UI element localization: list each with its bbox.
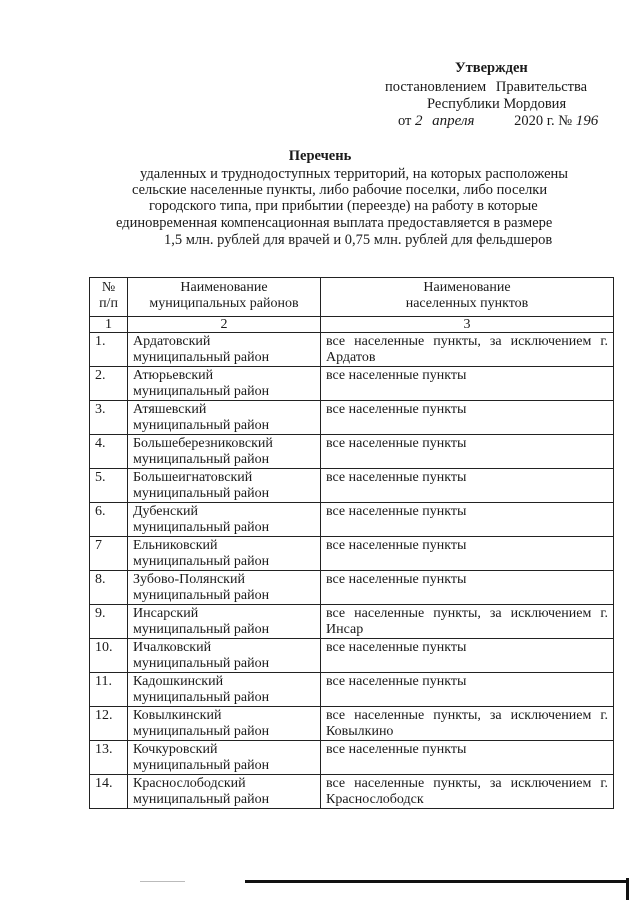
column-number: 2 (128, 317, 321, 333)
settlements-cell: все населенные пункты (321, 435, 614, 469)
district-cell (128, 741, 321, 775)
column-number-row (90, 317, 614, 333)
district-cell (128, 503, 321, 537)
header-number-line1: № (101, 280, 116, 295)
row-number: 9. (90, 605, 128, 639)
district-cell (128, 605, 321, 639)
settlements-cell: все населенные пункты (321, 741, 614, 775)
table-row (90, 571, 614, 605)
district-name: Ковылкинский (133, 708, 222, 723)
table-row (90, 673, 614, 707)
row-number: 1. (90, 333, 128, 367)
district-type: муниципальный район (133, 588, 270, 603)
settlements-cell: все населенные пункты (321, 503, 614, 537)
table-row (90, 469, 614, 503)
row-number: 12. (90, 707, 128, 741)
district-type: муниципальный район (133, 486, 270, 501)
footer-rule (245, 880, 629, 883)
row-number: 14. (90, 775, 128, 809)
district-name: Ардатовский (133, 334, 211, 349)
district-name: Инсарский (133, 606, 199, 621)
table-row (90, 741, 614, 775)
district-cell (128, 401, 321, 435)
district-name: Зубово-Полянский (133, 572, 245, 587)
table-row (90, 435, 614, 469)
document-title: Перечень (288, 148, 352, 164)
district-type: муниципальный район (133, 792, 270, 807)
settlements-cell: все населенные пункты, за исключением г. Ардатов (321, 333, 614, 367)
settlements-cell: все населенные пункты (321, 639, 614, 673)
date-prefix: от (398, 113, 412, 129)
header-district-line1: Наименование (180, 280, 268, 295)
settlements-cell: все населенные пункты (321, 367, 614, 401)
district-name: Кочкуровский (133, 742, 218, 757)
district-name: Атяшевский (133, 402, 207, 417)
settlements-cell: все населенные пункты, за исключением г. Краснослободск (321, 775, 614, 809)
date-month: апреля (432, 113, 475, 129)
approval-line-resolution: постановлением Правительства (385, 79, 588, 95)
settlements-cell: все населенные пункты (321, 401, 614, 435)
district-name: Атюрьевский (133, 368, 214, 383)
district-cell (128, 367, 321, 401)
row-number: 6. (90, 503, 128, 537)
document-number: 196 (575, 113, 599, 129)
district-cell (128, 775, 321, 809)
districts-table (89, 277, 614, 809)
district-name: Большеигнатовский (133, 470, 253, 485)
column-number: 3 (321, 317, 614, 333)
table-header-row (90, 278, 614, 317)
row-number: 5. (90, 469, 128, 503)
header-number (90, 278, 128, 317)
district-name: Ельниковский (133, 538, 218, 553)
subtitle-line: городского типа, при прибытии (переезде) на работу в которые (149, 198, 538, 214)
district-cell (128, 469, 321, 503)
column-number: 1 (90, 317, 128, 333)
district-type: муниципальный район (133, 758, 270, 773)
district-name: Ичалковский (133, 640, 212, 655)
settlements-cell: все населенные пункты, за исключением г. Ковылкино (321, 707, 614, 741)
row-number: 11. (90, 673, 128, 707)
table-row (90, 401, 614, 435)
table-row (90, 707, 614, 741)
table-row (90, 503, 614, 537)
district-type: муниципальный район (133, 690, 270, 705)
header-settlements (321, 278, 614, 317)
table-row (90, 333, 614, 367)
row-number: 4. (90, 435, 128, 469)
approval-line-date (398, 113, 598, 130)
table-row (90, 775, 614, 809)
header-settlements-line1: Наименование (423, 280, 511, 295)
subtitle-line: единовременная компенсационная выплата предоставляется в размере (116, 215, 553, 231)
district-name: Большеберезниковский (133, 436, 273, 451)
district-cell (128, 537, 321, 571)
subtitle-line: 1,5 млн. рублей для врачей и 0,75 млн. рублей для фельдшеров (164, 232, 553, 248)
district-type: муниципальный район (133, 384, 270, 399)
table-body (90, 333, 614, 809)
settlements-cell: все населенные пункты (321, 673, 614, 707)
settlements-cell: все населенные пункты (321, 537, 614, 571)
settlements-cell: все населенные пункты (321, 571, 614, 605)
district-cell (128, 707, 321, 741)
district-type: муниципальный район (133, 418, 270, 433)
subtitle-line: сельские населенные пункты, либо рабочие поселки, либо поселки (132, 182, 548, 198)
row-number: 2. (90, 367, 128, 401)
district-cell (128, 639, 321, 673)
district-type: муниципальный район (133, 656, 270, 671)
row-number: 8. (90, 571, 128, 605)
district-name: Дубенский (133, 504, 199, 519)
table-row (90, 605, 614, 639)
district-type: муниципальный район (133, 350, 270, 365)
settlements-cell: все населенные пункты (321, 469, 614, 503)
row-number: 7 (90, 537, 128, 571)
header-number-line2: п/п (99, 296, 118, 311)
district-name: Краснослободский (133, 776, 246, 791)
district-type: муниципальный район (133, 622, 270, 637)
district-type: муниципальный район (133, 520, 270, 535)
district-cell (128, 435, 321, 469)
header-district-line2: муниципальных районов (149, 296, 299, 311)
header-settlements-line2: населенных пунктов (405, 296, 529, 311)
district-name: Кадошкинский (133, 674, 224, 689)
date-year: 2020 г. № (514, 113, 573, 129)
subtitle-line: удаленных и труднодоступных территорий, на которых расположены (140, 166, 569, 182)
district-type: муниципальный район (133, 452, 270, 467)
row-number: 10. (90, 639, 128, 673)
approval-line-republic: Республики Мордовия (427, 96, 567, 112)
settlements-cell: все населенные пункты, за исключением г. Инсар (321, 605, 614, 639)
table-row (90, 639, 614, 673)
table-row (90, 367, 614, 401)
header-district (128, 278, 321, 317)
approval-heading: Утвержден (455, 60, 528, 76)
district-cell (128, 571, 321, 605)
district-type: муниципальный район (133, 554, 270, 569)
table-row (90, 537, 614, 571)
footer-corner-mark (626, 878, 629, 900)
date-day: 2 (415, 113, 423, 129)
row-number: 13. (90, 741, 128, 775)
row-number: 3. (90, 401, 128, 435)
footer-mark (140, 881, 185, 882)
district-cell (128, 333, 321, 367)
district-cell (128, 673, 321, 707)
district-type: муниципальный район (133, 724, 270, 739)
